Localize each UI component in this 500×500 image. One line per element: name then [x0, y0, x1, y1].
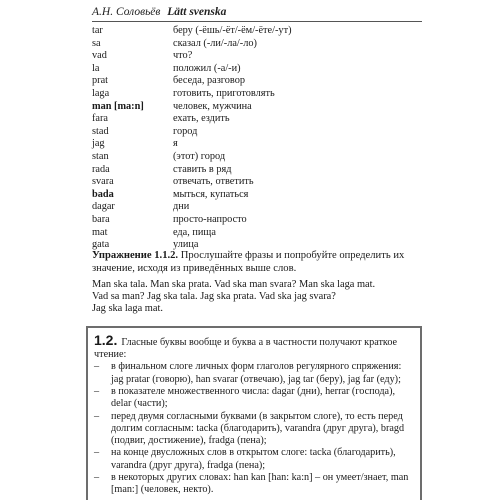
swedish-word: gata: [92, 239, 110, 251]
rule-list: [94, 361, 412, 496]
exercise-label: Упражнение 1.1.2.: [92, 250, 179, 261]
russian-translation: еда, пища: [173, 226, 216, 238]
rule-intro: [94, 334, 412, 361]
swedish-word: bada: [92, 188, 114, 200]
vocab-row: [92, 214, 422, 227]
vocab-row: [92, 63, 422, 76]
vocab-row: [92, 50, 422, 63]
swedish-word: vad: [92, 50, 107, 62]
russian-translation: просто-напросто: [173, 213, 247, 225]
russian-translation: отвечать, ответить: [173, 176, 254, 188]
russian-translation: ставить в ряд: [173, 163, 232, 175]
exercise-heading: [92, 249, 425, 275]
rule-item-text: в некоторых других словах: han kan [han: ka:n] – он умеет/знает, man [man:] (человек, некто).: [111, 472, 409, 496]
russian-translation: ехать, ездить: [173, 113, 230, 125]
vocab-row: [92, 201, 422, 214]
rule-item: [94, 386, 412, 411]
swedish-word: la: [92, 62, 100, 74]
swedish-word: bara: [92, 213, 110, 225]
vocab-row: [92, 38, 422, 51]
swedish-word: prat: [92, 75, 109, 87]
russian-translation: дни: [173, 201, 190, 213]
russian-translation: город: [173, 125, 198, 137]
swedish-word: man [ma:n]: [92, 100, 144, 112]
vocabulary-list: [92, 25, 422, 252]
exercise-sentences: [92, 279, 425, 316]
vocab-row: [92, 164, 422, 177]
russian-translation: я: [173, 138, 178, 150]
swedish-word: dagar: [92, 201, 115, 213]
russian-translation: сказал (-ли/-ла/-ло): [173, 37, 257, 49]
swedish-word: jag: [92, 138, 105, 150]
rule-item: [94, 361, 412, 386]
russian-translation: готовить, приготовлять: [173, 87, 275, 99]
rule-box: [86, 326, 422, 500]
rule-item-text: в показателе множественного числа: dagar (дни), herrar (господа), delar (части);: [111, 386, 396, 410]
header-author: А.Н. Соловьёв: [92, 6, 161, 18]
russian-translation: положил (-а/-и): [173, 62, 241, 74]
russian-translation: беру (-ёшь/-ёт/-ём/-ёте/-ут): [173, 25, 292, 36]
russian-translation: беседа, разговор: [173, 75, 246, 87]
rule-item: [94, 447, 412, 472]
vocab-row: [92, 126, 422, 139]
russian-translation: человек, мужчина: [173, 100, 252, 112]
swedish-word: laga: [92, 87, 110, 99]
russian-translation: улица: [173, 239, 199, 251]
vocab-row: [92, 88, 422, 101]
running-header: [92, 6, 422, 18]
russian-translation: (этот) город: [173, 150, 226, 162]
list-dash: –: [94, 386, 100, 397]
list-dash: –: [94, 472, 100, 484]
vocab-row: [92, 101, 422, 114]
rule-intro-text: Гласные буквы вообще и буква a в частности получают краткое чтение:: [94, 337, 398, 361]
vocab-row: [92, 138, 422, 151]
vocab-row: [92, 25, 422, 38]
rule-item-text: перед двумя согласными буквами (в закрытом слоге), то есть перед долгим согласным: tacka (благодарить), varandra (друг друга), bragd (подвиг, достижение), fradga (пена);: [111, 410, 405, 447]
swedish-word: mat: [92, 226, 108, 238]
list-dash: –: [94, 410, 100, 422]
swedish-word: stad: [92, 125, 109, 137]
swedish-word: fara: [92, 113, 108, 125]
russian-translation: мыться, купаться: [173, 188, 249, 200]
rule-item: [94, 472, 412, 497]
list-dash: –: [94, 361, 100, 373]
header-divider: [92, 21, 422, 22]
russian-translation: что?: [173, 50, 193, 62]
exercise-instruction: Прослушайте фразы и попробуйте определить их значение, исходя из приведённых выше слов.: [92, 250, 405, 274]
rule-item: [94, 411, 412, 448]
swedish-word: tar: [92, 25, 103, 36]
vocab-row: [92, 176, 422, 189]
vocab-row: [92, 189, 422, 202]
swedish-word: stan: [92, 150, 109, 162]
list-dash: –: [94, 447, 100, 459]
sentence-line: Jag ska laga mat.: [92, 303, 163, 315]
vocab-row: [92, 75, 422, 88]
swedish-word: svara: [92, 176, 114, 188]
header-title: Lätt svenska: [167, 6, 227, 18]
swedish-word: sa: [92, 37, 101, 49]
rule-item-text: в финальном слоге личных форм глаголов регулярного спряжения: jag pratar (говорю), han svarar (отвечаю), jag tar (беру), jag far (еду);: [111, 361, 402, 385]
swedish-word: rada: [92, 163, 110, 175]
sentence-line: Man ska tala. Man ska prata. Vad ska man svara? Man ska laga mat.: [92, 279, 376, 290]
sentence-line: Vad sa man? Jag ska tala. Jag ska prata. Vad ska jag svara?: [92, 291, 336, 303]
vocab-row: [92, 113, 422, 126]
vocab-row: [92, 151, 422, 164]
rule-item-text: на конце двусложных слов в открытом слоге: tacka (благодарить), varandra (друг друга), fradga (пена);: [111, 447, 396, 471]
vocab-row: [92, 227, 422, 240]
rule-number: 1.2.: [94, 332, 118, 348]
